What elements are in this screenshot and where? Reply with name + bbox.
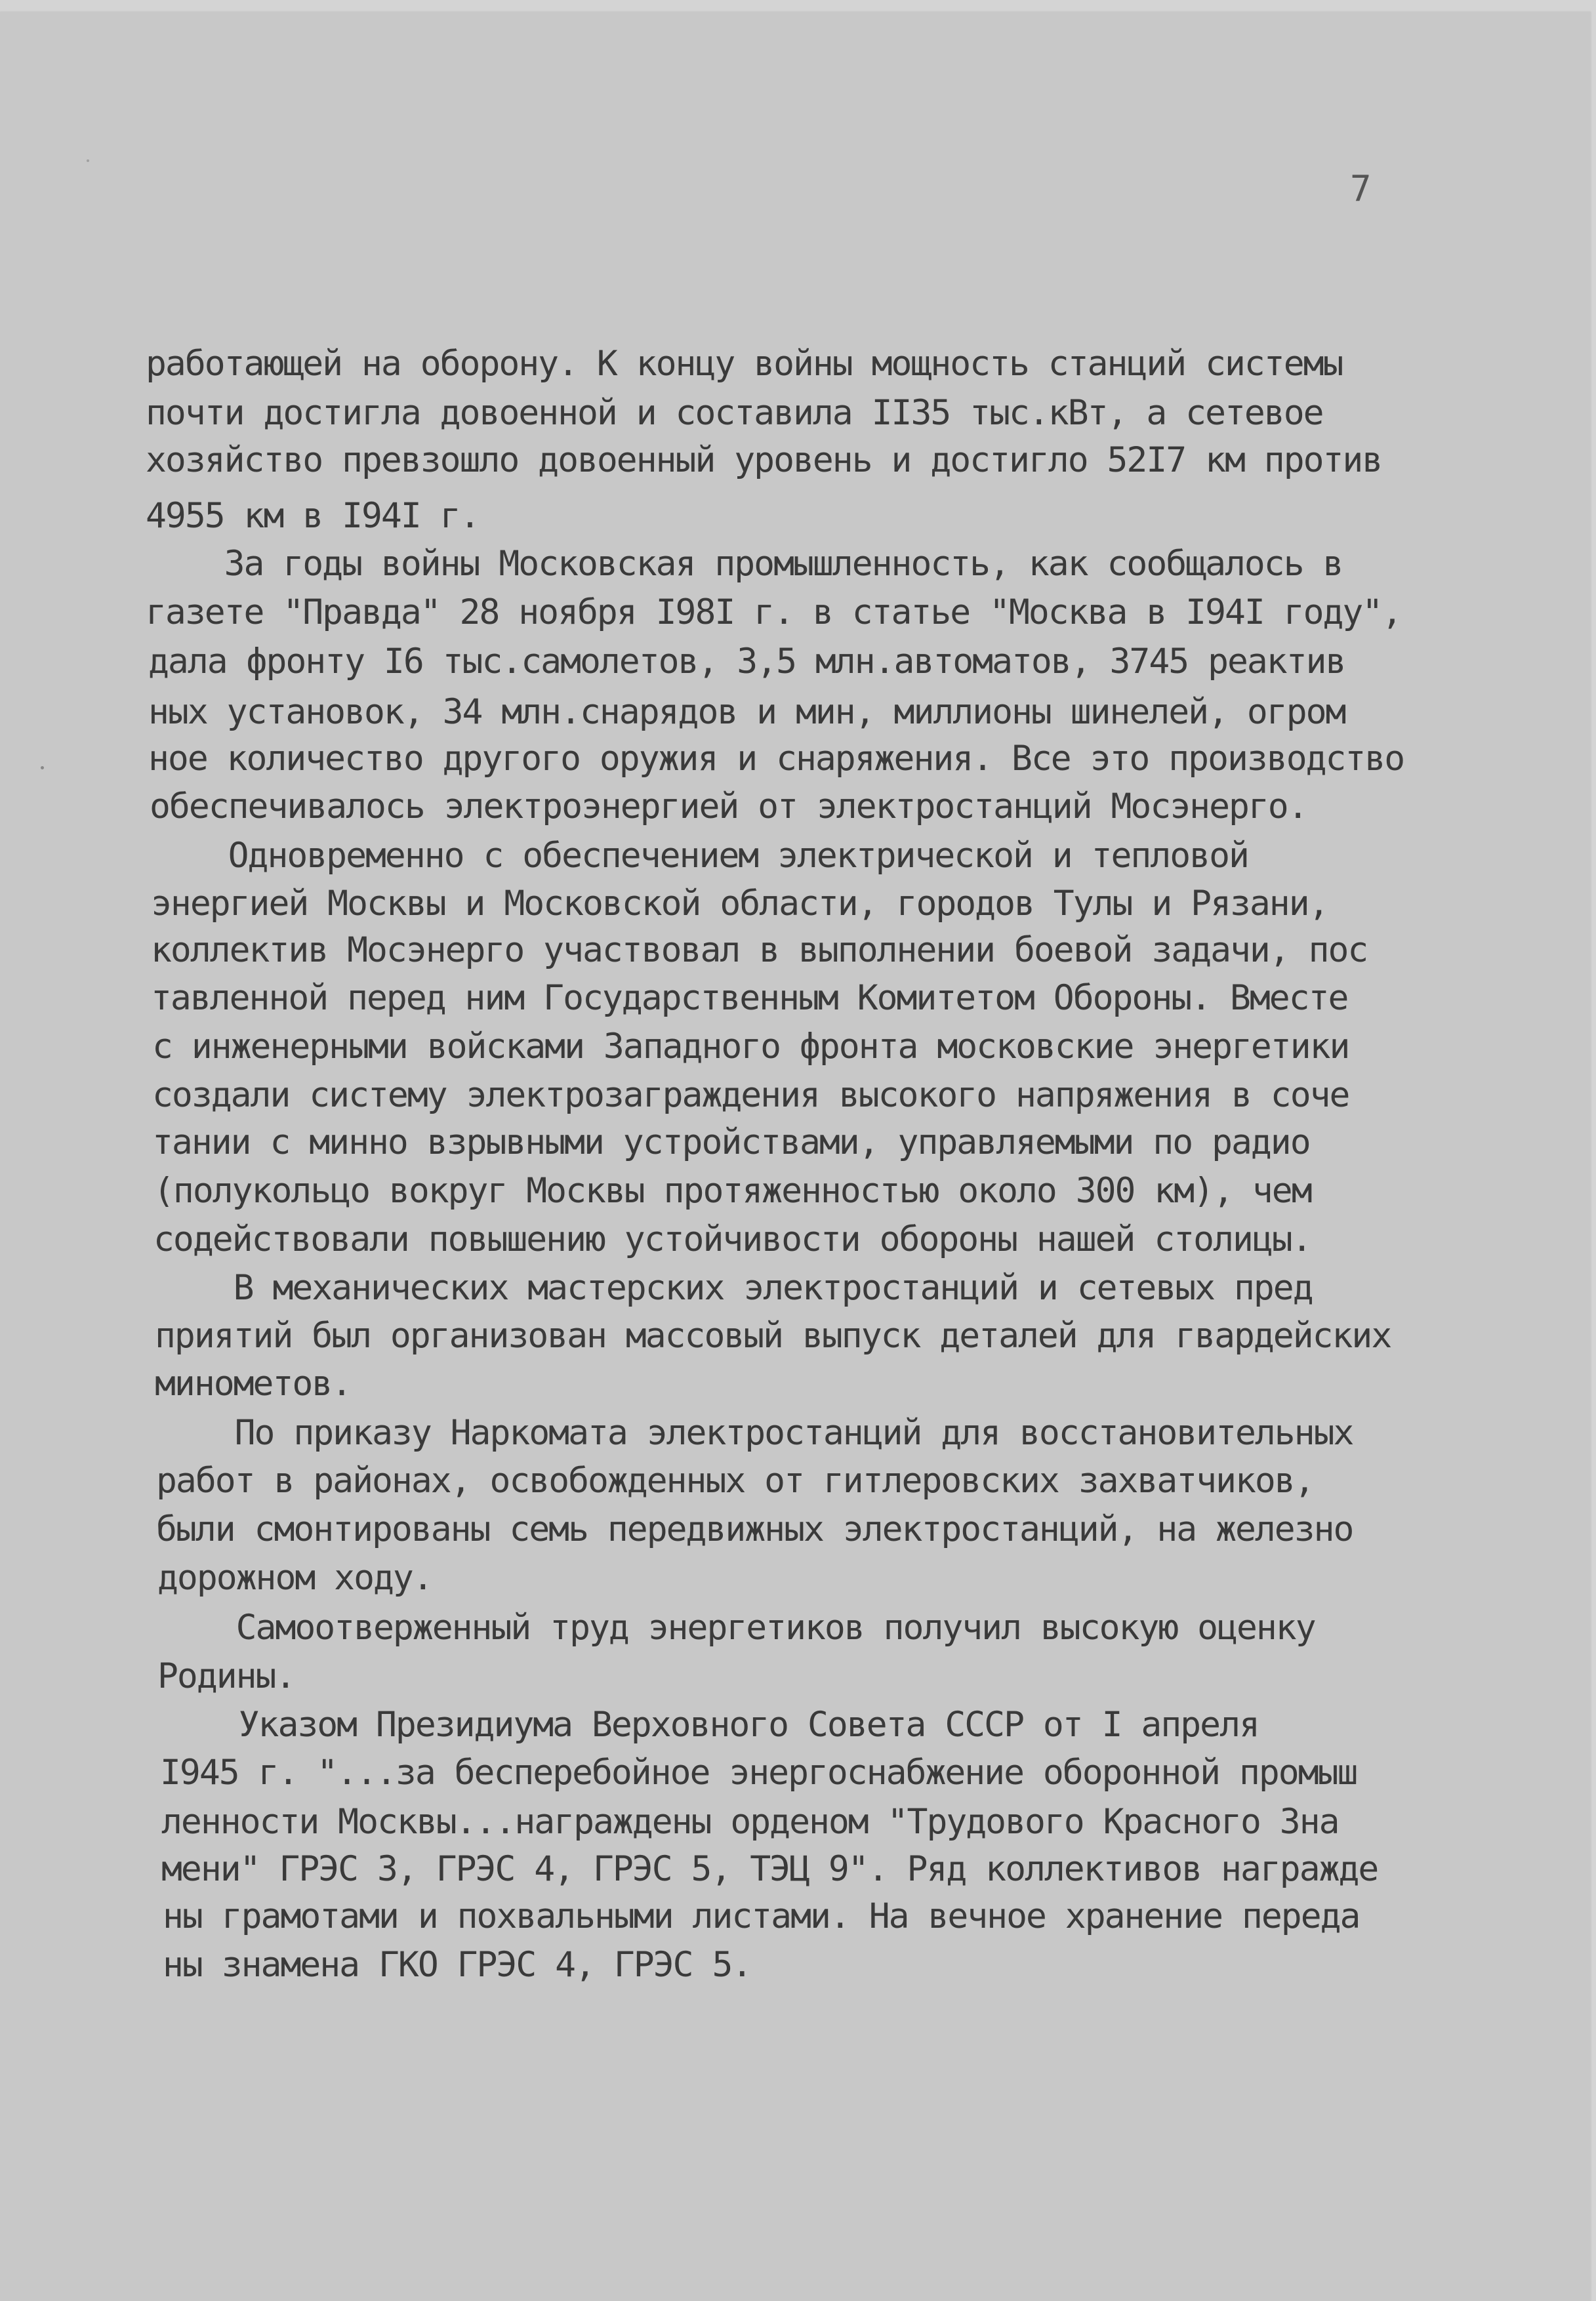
text-line: мени" ГРЭС 3, ГРЭС 4, ГРЭС 5, ТЭЦ 9". Ряд коллективов награжде xyxy=(161,1849,1378,1889)
text-line: ны грамотами и похвальными листами. На вечное хранение переда xyxy=(163,1896,1360,1936)
body-text xyxy=(0,12,1591,2301)
text-line: ны знамена ГКО ГРЭС 4, ГРЭС 5. xyxy=(163,1945,752,1985)
text-line: По приказу Наркомата электростанций для восстановительных xyxy=(156,1413,1353,1453)
text-line: I945 г. "...за бесперебойное энергоснабжение оборонной промыш xyxy=(160,1753,1357,1793)
text-line: тавленной перед ним Государственным Комитетом Обороны. Вместе xyxy=(151,978,1348,1018)
text-line: создали систему электрозаграждения высокого напряжения в соче xyxy=(152,1075,1349,1115)
text-line: Указом Президиума Верховного Совета СССР от I апреля xyxy=(160,1705,1259,1745)
text-line: ное количество другого оружия и снаряжения. Все это производство xyxy=(148,739,1404,779)
text-line: Самоотверженный труд энергетиков получил высокую оценку xyxy=(157,1608,1315,1648)
text-line: За годы войны Московская промышленность, как сообщалось в xyxy=(146,544,1343,584)
text-line: энергией Москвы и Московской области, городов Тулы и Рязани, xyxy=(151,884,1328,924)
text-line: почти достигла довоенной и составила II35 тыс.кВт, а сетевое xyxy=(146,393,1323,433)
text-line: В механических мастерских электростанций и сетевых пред xyxy=(155,1268,1313,1308)
text-line: газете "Правда" 28 ноября I98I г. в статье "Москва в I94I году", xyxy=(146,592,1402,632)
text-line: были смонтированы семь передвижных электростанций, на железно xyxy=(156,1509,1353,1549)
document-page xyxy=(0,12,1591,2301)
text-line: обеспечивалось электроэнергией от электростанций Мосэнерго. xyxy=(150,786,1307,826)
text-line: ленности Москвы...награждены орденом "Трудового Красного Зна xyxy=(161,1802,1339,1842)
text-line: дала фронту I6 тыс.самолетов, 3,5 млн.автоматов, 3745 реактив xyxy=(148,641,1345,682)
text-line: Родины. xyxy=(157,1656,295,1696)
text-line: содействовали повышению устойчивости обороны нашей столицы. xyxy=(153,1219,1311,1259)
text-line: тании с минно взрывными устройствами, управляемыми по радио xyxy=(152,1122,1310,1162)
text-line: Одновременно с обеспечением электрической и тепловой xyxy=(150,836,1248,876)
text-line: работающей на оборону. К концу войны мощность станций системы xyxy=(146,344,1343,384)
text-line: с инженерными войсками Западного фронта московские энергетики xyxy=(152,1027,1349,1067)
text-line: приятий был организован массовый выпуск деталей для гвардейских xyxy=(155,1316,1391,1356)
text-line: 4955 км в I94I г. xyxy=(146,496,480,536)
text-line: (полукольцо вокруг Москвы протяженностью около 300 км), чем xyxy=(153,1171,1311,1211)
text-line: работ в районах, освобожденных от гитлеровских захватчиков, xyxy=(156,1461,1314,1501)
text-line: ных установок, 34 млн.снарядов и мин, миллионы шинелей, огром xyxy=(148,692,1345,732)
page-number: 7 xyxy=(1350,168,1372,209)
paper-speck xyxy=(41,766,44,769)
text-line: минометов. xyxy=(155,1364,352,1404)
text-line: дорожном ходу. xyxy=(157,1558,432,1598)
text-line: коллектив Мосэнерго участвовал в выполнении боевой задачи, пос xyxy=(151,930,1368,970)
paper-speck xyxy=(87,159,89,162)
text-line: хозяйство превзошло довоенный уровень и достигло 52I7 км против xyxy=(146,440,1382,480)
